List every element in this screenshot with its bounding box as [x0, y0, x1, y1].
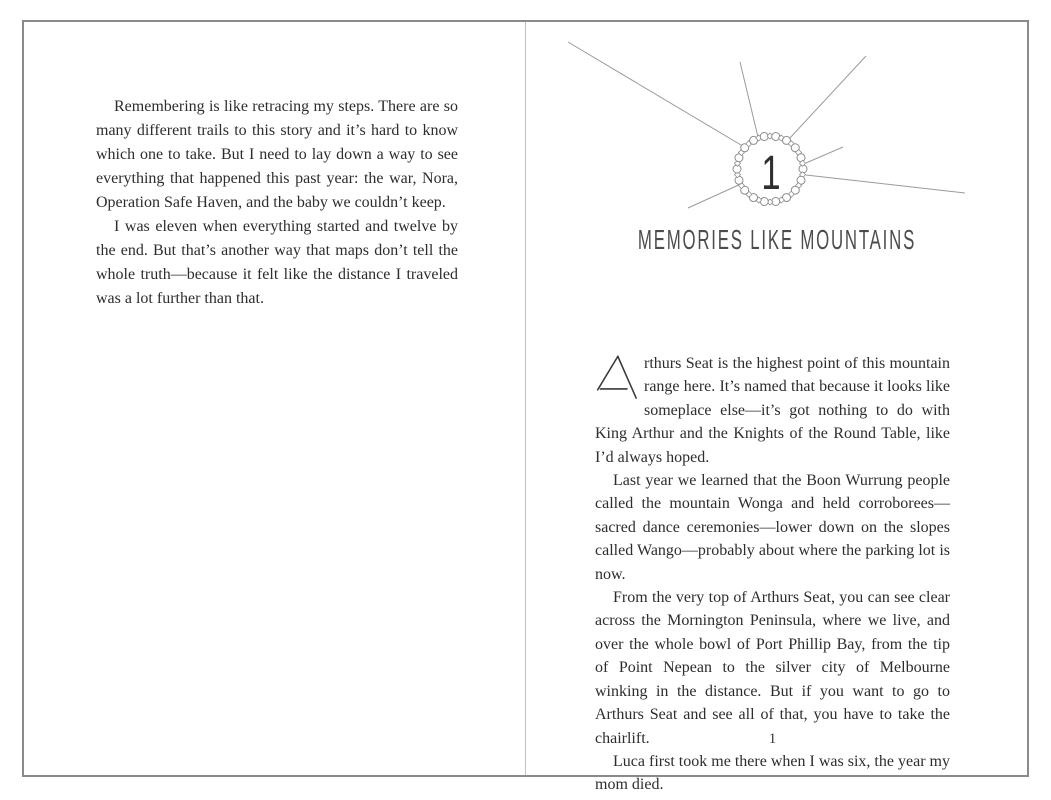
- paragraph: I was eleven when everything started and twelve by the end. But that’s another way that maps don’t tell the whole truth—because it felt like the distance I traveled was a lot further than that.: [96, 218, 458, 307]
- paragraph: Luca first took me there when I was six, the year my mom died.: [595, 752, 950, 794]
- right-page-text-block: [595, 352, 950, 797]
- chapter-title: MEMORIES LIKE MOUNTAINS: [637, 224, 917, 255]
- chapter-number: 1: [761, 145, 781, 200]
- paragraph: Remembering is like retracing my steps. There are so many different trails to this story and it’s hard to know which one to take. But I need to lay down a way to see everything that happened this past year: the war, Nora, Operation Safe Haven, and the baby we couldn’t keep.: [96, 98, 458, 211]
- ray-line: [568, 42, 746, 148]
- page-number: 1: [768, 731, 777, 747]
- drop-cap-letter-a: [595, 355, 637, 399]
- paragraph: Last year we learned that the Boon Wurrung people called the mountain Wonga and held corroborees—sacred dance ceremonies—lower down on the slopes called Wango—probably about where the parking lot is now.: [595, 472, 950, 583]
- paragraph: [595, 352, 950, 469]
- ray-line: [789, 56, 866, 139]
- ray-line: [740, 62, 758, 137]
- ray-line: [806, 175, 965, 193]
- left-page-text-block: [96, 95, 458, 311]
- ray-line: [806, 147, 843, 163]
- book-spread: [22, 20, 1029, 794]
- paragraph: From the very top of Arthurs Seat, you can see clear across the Mornington Peninsula, where we live, and over the whole bowl of Port Phillip Bay, from the tip of Point Nepean to the silver city of Melbourne winking in the distance. But if you want to go to Arthurs Seat and see all of that, you have to take the chairlift.: [595, 589, 950, 747]
- paragraph-text: rthurs Seat is the highest point of this mountain range here. It’s named that because it looks like someplace else—it’s got nothing to do with King Arthur and the Knights of the Round Table, like I’d always hoped.: [595, 355, 950, 466]
- ray-line: [688, 183, 743, 208]
